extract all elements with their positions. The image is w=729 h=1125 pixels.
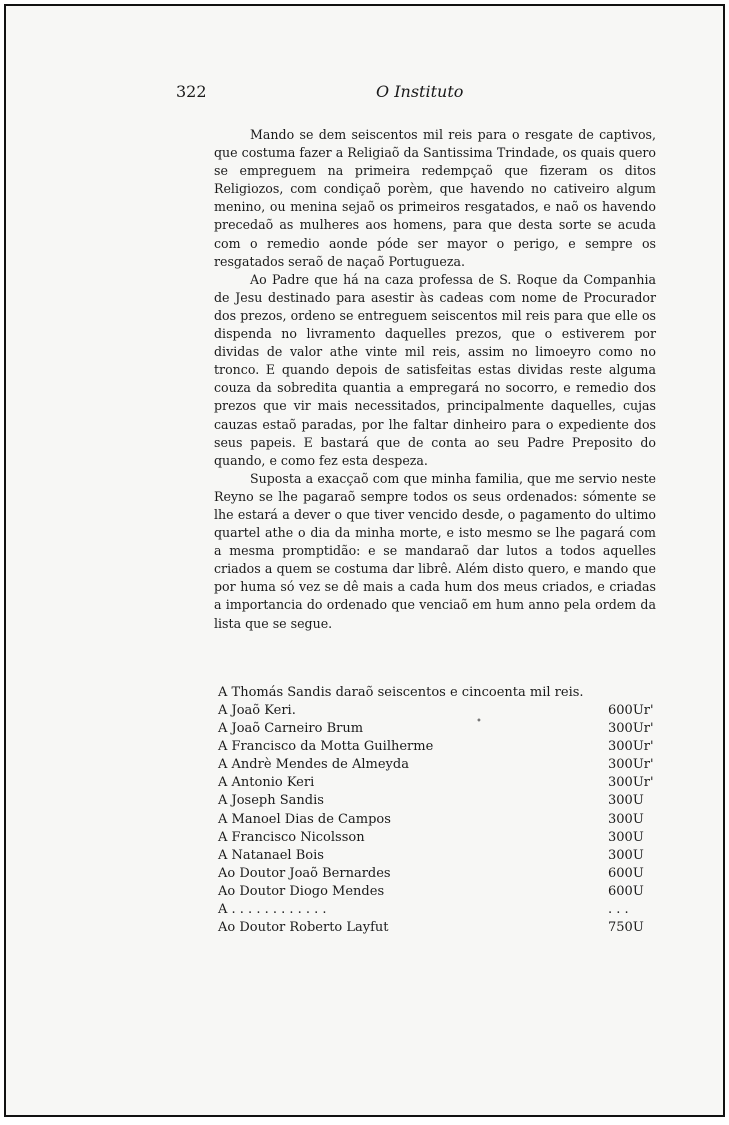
page-number: 322 xyxy=(176,82,207,101)
list-item xyxy=(218,847,648,865)
legacy-name: Ao Doutor Joaõ Bernardes xyxy=(218,865,391,881)
legacy-amount: 600Ur' xyxy=(608,703,654,718)
list-item xyxy=(218,738,654,756)
legacy-amount: 300Ur' xyxy=(608,757,654,773)
legacy-name: Ao Doutor Diogo Mendes xyxy=(218,883,385,899)
legacy-intro: A Thomás Sandis daraõ seiscentos e cincoenta mil reis. xyxy=(218,685,584,700)
legacy-name: A Joaõ Keri. xyxy=(218,703,296,718)
legacy-name: A Francisco da Motta Guilherme xyxy=(218,739,434,755)
legacy-name: A Andrè Mendes de Almeyda xyxy=(218,757,409,773)
legacy-amount: 750U xyxy=(608,920,644,936)
list-item xyxy=(218,774,654,792)
ink-speck: • xyxy=(476,716,482,727)
list-item xyxy=(218,865,648,883)
legacy-name: A Natanael Bois xyxy=(218,847,324,863)
list-item xyxy=(218,756,654,774)
page-header xyxy=(176,82,466,104)
legacy-amount: 300Ur' xyxy=(608,775,654,791)
document-page xyxy=(4,4,725,1117)
legacy-name: A Manoel Dias de Campos xyxy=(218,811,391,827)
legacy-amount: . . . xyxy=(608,902,629,918)
list-item xyxy=(218,792,648,810)
list-item xyxy=(218,883,648,901)
legacy-amount: 300Ur' xyxy=(608,721,654,737)
list-item xyxy=(218,811,648,829)
list-item xyxy=(218,829,648,847)
running-title: O Instituto xyxy=(376,82,464,101)
paragraph-captives: Mando se dem seiscentos mil reis para o resgate de captivos, que costuma fazer a Religiaõ da Santissima Trindade, os quais quero se empreguem na primeira redempçaõ que fizeram os ditos Religiozos, com condiçaõ porèm, que havendo no cativeiro algum menino, ou menina sejaõ os primeiros resgatados, e naõ os havendo precedaõ as mulheres aos homens, para que desta sorte se acuda com o remedio aonde póde ser mayor o perigo, e sempre os resgatados seraõ de naçaõ Portugueza. xyxy=(214,127,656,269)
list-item xyxy=(218,901,648,919)
legacy-name: Ao Doutor Roberto Layfut xyxy=(218,920,389,936)
body-text xyxy=(214,126,656,633)
legacy-amount: 600U xyxy=(608,865,644,881)
legacy-name: A Joaõ Carneiro Brum xyxy=(218,721,364,737)
paragraph-servants: Suposta a exacçaõ com que minha familia, que me servio neste Reyno se lhe pagaraõ sempre todos os seus ordenados: sómente se lhe estará a dever o que tiver vencido desde, o pagamento do ultimo quartel athe o dia da minha morte, e isto mesmo se lhe pagará com a mesma promptidão: e se mandaraõ dar lutos a todos aquelles criados a quem se costuma dar librê. Além disto quero, e mando que por huma só vez se dê mais a cada hum dos meus criados, e criadas a importancia do ordenado que venciaõ em hum anno pela ordem da lista que se segue. xyxy=(214,470,656,631)
list-item xyxy=(218,702,654,720)
legacy-name: A Antonio Keri xyxy=(218,775,315,791)
list-item xyxy=(218,720,654,738)
legacy-amount: 300U xyxy=(608,829,644,845)
legacy-amount: 300Ur' xyxy=(608,739,654,755)
legacy-name: A Francisco Nicolsson xyxy=(218,829,365,845)
legacy-amount: 600U xyxy=(608,883,644,899)
paragraph-prisoners: Ao Padre que há na caza professa de S. Roque da Companhia de Jesu destinado para asestir às cadeas com nome de Procurador dos prezos, ordeno se entreguem seiscentos mil reis para que elle os dispenda no livramento daquelles prezos, que o estiverem por dividas de valor athe vinte mil reis, assim no limoeyro como no tronco. E quando depois de satisfeitas estas dividas reste alguma couza da sobredita quantia a empregará no socorro, e remedio dos prezos que vir mais necessitados, principalmente daquelles, cujas cauzas estaõ paradas, por lhe faltar dinheiro para o expediente dos seus papeis. E bastará que de conta ao seu Padre Preposito do quando, e como fez esta despeza. xyxy=(214,271,656,468)
legacy-amount: 300U xyxy=(608,793,644,809)
legacy-name: A . . . . . . . . . . . . xyxy=(218,902,327,918)
legacy-amount: 300U xyxy=(608,811,644,827)
legacy-name: A Joseph Sandis xyxy=(218,793,324,809)
list-item xyxy=(218,919,648,937)
legacy-list xyxy=(218,702,654,937)
legacy-amount: 300U xyxy=(608,847,644,863)
